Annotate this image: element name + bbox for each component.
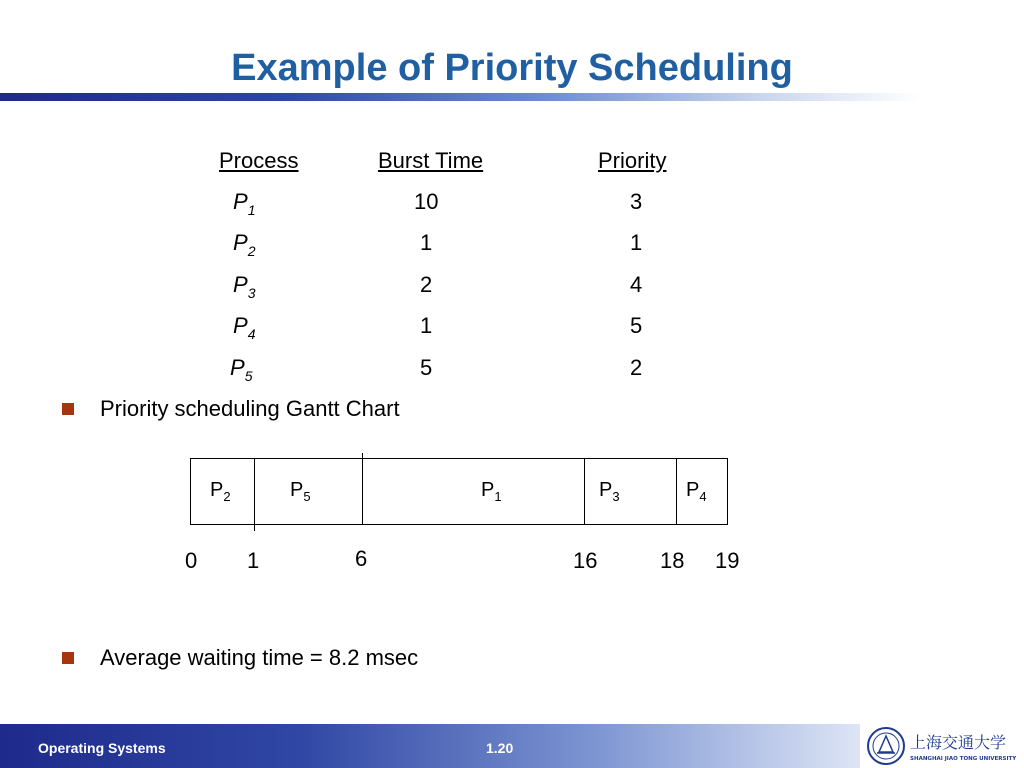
- gantt-segment-label: [290, 478, 311, 504]
- gantt-segment-label: [686, 478, 707, 504]
- gantt-process-letter: P: [599, 479, 613, 501]
- process-letter: P: [233, 313, 248, 338]
- gantt-process-subscript: 1: [494, 489, 502, 504]
- table-row-process: [233, 313, 255, 341]
- process-subscript: 1: [247, 202, 256, 218]
- gantt-segment-label: [599, 478, 620, 504]
- footer-course-title: Operating Systems: [38, 740, 166, 756]
- gantt-tick-label: 16: [573, 548, 598, 573]
- table-row-burst: 1: [420, 230, 433, 255]
- gantt-process-letter: P: [481, 479, 495, 501]
- process-subscript: 2: [247, 243, 256, 259]
- process-letter: P: [233, 272, 248, 297]
- gantt-tick-label: 18: [660, 548, 685, 573]
- table-row-priority: 1: [630, 230, 643, 255]
- gantt-divider: [676, 459, 677, 524]
- gantt-tick-label: 19: [715, 548, 740, 573]
- gantt-process-letter: P: [290, 479, 304, 501]
- table-row-process: [230, 355, 252, 383]
- slide-title: Example of Priority Scheduling: [231, 47, 793, 89]
- gantt-divider: [362, 453, 363, 524]
- gantt-process-letter: P: [686, 479, 700, 501]
- university-logo: [866, 726, 1016, 766]
- table-row-burst: 5: [420, 355, 433, 380]
- logo-wordmark: 上海交通大学: [910, 733, 1007, 752]
- process-subscript: 3: [247, 285, 256, 301]
- gantt-process-subscript: 4: [699, 489, 707, 504]
- table-row-priority: 2: [630, 355, 643, 380]
- process-letter: P: [233, 230, 248, 255]
- process-letter: P: [233, 189, 248, 214]
- square-bullet-icon: [62, 403, 74, 415]
- square-bullet-icon: [62, 652, 74, 664]
- table-row-burst: 10: [414, 189, 439, 214]
- gantt-divider: [254, 459, 255, 531]
- gantt-process-subscript: 2: [223, 489, 231, 504]
- gantt-chart: [190, 458, 728, 525]
- gantt-divider: [584, 459, 585, 524]
- table-header-process: Process: [219, 148, 299, 173]
- process-letter: P: [230, 355, 245, 380]
- table-row-priority: 5: [630, 313, 643, 338]
- table-row-priority: 3: [630, 189, 643, 214]
- process-subscript: 5: [244, 368, 253, 384]
- gantt-process-subscript: 3: [612, 489, 620, 504]
- table-row-burst: 1: [420, 313, 433, 338]
- table-row-burst: 2: [420, 272, 433, 297]
- gantt-tick-label: 6: [355, 546, 368, 571]
- gantt-segment-label: [210, 478, 231, 504]
- gantt-tick-label: 1: [247, 548, 260, 573]
- table-row-process: [233, 189, 255, 217]
- table-row-process: [233, 230, 255, 258]
- table-header-priority: Priority: [598, 148, 667, 173]
- gantt-process-subscript: 5: [303, 489, 311, 504]
- bullet-average-waiting-time: Average waiting time = 8.2 msec: [100, 645, 419, 670]
- gantt-segment-label: [481, 478, 502, 504]
- gantt-process-letter: P: [210, 479, 224, 501]
- gantt-tick-label: 0: [185, 548, 198, 573]
- table-row-process: [233, 272, 255, 300]
- footer-page-number: 1.20: [486, 740, 514, 756]
- logo-subtext: SHANGHAI JIAO TONG UNIVERSITY: [910, 756, 1016, 762]
- table-row-priority: 4: [630, 272, 643, 297]
- table-header-burst-time: Burst Time: [378, 148, 484, 173]
- bullet-gantt-heading: Priority scheduling Gantt Chart: [100, 396, 400, 421]
- process-subscript: 4: [247, 326, 256, 342]
- title-rule: [0, 93, 920, 101]
